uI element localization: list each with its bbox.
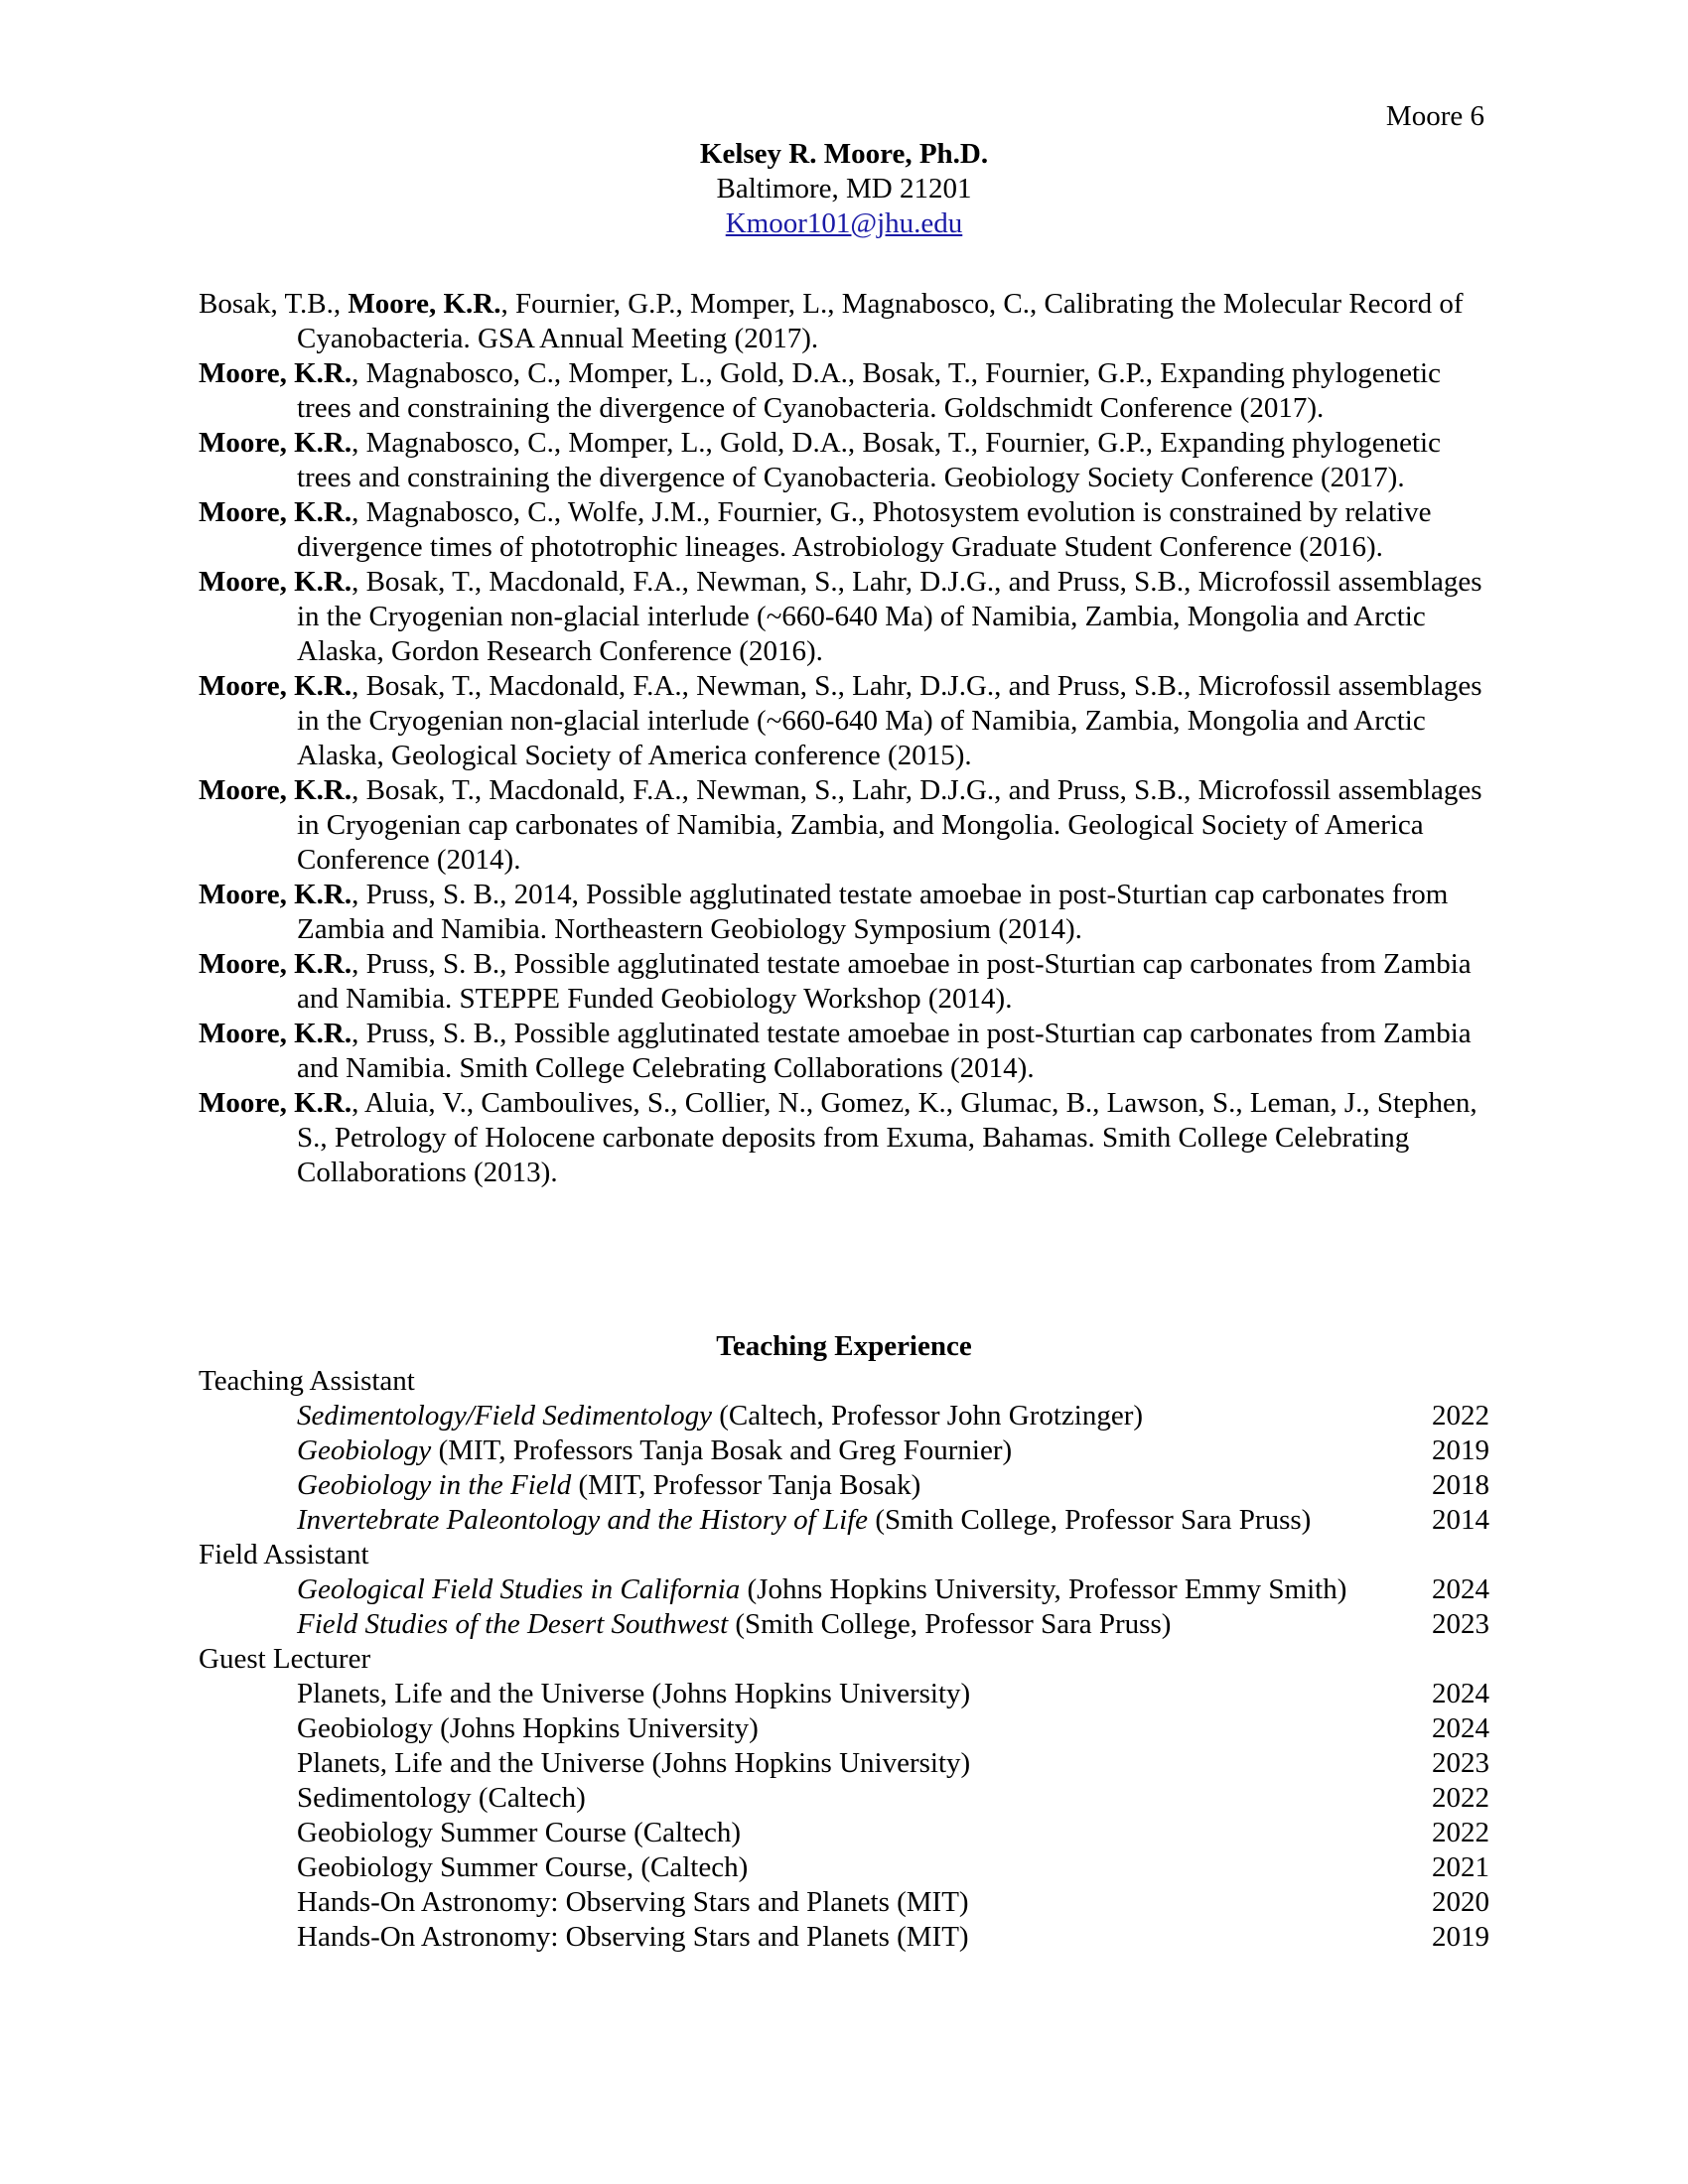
publication-entry: Moore, K.R., Bosak, T., Macdonald, F.A., Newman, S., Lahr, D.J.G., and Pruss, S.B., Microfossil assemblages in Cryogenian cap carbonates of Namibia, Zambia, and Mongolia. Geological Society of America Conference (2014).: [199, 774, 1482, 876]
year: 2024: [1432, 1678, 1489, 1709]
page-number: Moore 6: [1385, 100, 1484, 132]
teaching-row: Geobiology (Johns Hopkins University) 2024: [297, 1712, 1489, 1744]
publication-entry: Moore, K.R., Pruss, S. B., Possible agglutinated testate amoebae in post-Sturtian cap carbonates from Zambia and Namibia. Smith College Celebrating Collaborations (2014).: [199, 1018, 1472, 1084]
year: 2023: [1432, 1608, 1489, 1640]
year: 2021: [1432, 1851, 1489, 1883]
publication-entry: Moore, K.R., Aluia, V., Camboulives, S., Collier, N., Gomez, K., Glumac, B., Lawson, S., Leman, J., Stephen, S., Petrology of Holocene carbonate deposits from Exuma, Bahamas. Smith College Celebrating Collaborations (2013).: [199, 1087, 1477, 1188]
year: 2018: [1432, 1469, 1489, 1501]
teaching-row: Planets, Life and the Universe (Johns Hopkins University) 2024: [297, 1678, 1489, 1709]
teaching-row: Sedimentology (Caltech) 2022: [297, 1782, 1489, 1814]
publication-entry: Moore, K.R., Bosak, T., Macdonald, F.A., Newman, S., Lahr, D.J.G., and Pruss, S.B., Microfossil assemblages in the Cryogenian non-glacial interlude (~660-640 Ma) of Namibia, Zambia, Mongolia and Arctic Alaska, Gordon Research Conference (2016).: [199, 566, 1482, 667]
teaching-row: Sedimentology/Field Sedimentology (Caltech, Professor John Grotzinger) 2022: [297, 1400, 1489, 1432]
publication-entry: Moore, K.R., Magnabosco, C., Momper, L., Gold, D.A., Bosak, T., Fournier, G.P., Expanding phylogenetic trees and constraining the divergence of Cyanobacteria. Geobiology Society Conference (2017).: [199, 427, 1441, 493]
year: 2014: [1432, 1504, 1489, 1536]
publication-entry: Moore, K.R., Magnabosco, C., Wolfe, J.M., Fournier, G., Photosystem evolution is constrained by relative divergence times of phototrophic lineages. Astrobiology Graduate Student Conference (2016).: [199, 496, 1432, 563]
group-label: Field Assistant: [199, 1539, 369, 1570]
year: 2022: [1432, 1782, 1489, 1814]
year: 2019: [1432, 1434, 1489, 1466]
teaching-row: Geobiology (MIT, Professors Tanja Bosak and Greg Fournier) 2019: [297, 1434, 1489, 1466]
teaching-row: Geobiology Summer Course (Caltech) 2022: [297, 1817, 1489, 1848]
author-location: Baltimore, MD 21201: [716, 173, 972, 205]
teaching-row: Planets, Life and the Universe (Johns Hopkins University) 2023: [297, 1747, 1489, 1779]
publication-entry: Moore, K.R., Pruss, S. B., Possible agglutinated testate amoebae in post-Sturtian cap carbonates from Zambia and Namibia. STEPPE Funded Geobiology Workshop (2014).: [199, 948, 1472, 1015]
teaching-row: Geobiology in the Field (MIT, Professor Tanja Bosak) 2018: [297, 1469, 1489, 1501]
year: 2022: [1432, 1817, 1489, 1848]
section-title-teaching: Teaching Experience: [716, 1330, 972, 1362]
year: 2023: [1432, 1747, 1489, 1779]
cv-header: [0, 137, 1688, 241]
email-link[interactable]: Kmoor101@jhu.edu: [725, 207, 963, 239]
publication-entry: Moore, K.R., Pruss, S. B., 2014, Possible agglutinated testate amoebae in post-Sturtian cap carbonates from Zambia and Namibia. Northeastern Geobiology Symposium (2014).: [199, 879, 1449, 945]
year: 2024: [1432, 1712, 1489, 1744]
year: 2020: [1432, 1886, 1489, 1918]
year: 2019: [1432, 1921, 1489, 1953]
publication-entry: Bosak, T.B., Moore, K.R., Fournier, G.P., Momper, L., Magnabosco, C., Calibrating the Molecular Record of Cyanobacteria. GSA Annual Meeting (2017).: [199, 288, 1464, 354]
teaching-row: Hands-On Astronomy: Observing Stars and Planets (MIT) 2019: [297, 1921, 1489, 1953]
teaching-row: Geobiology Summer Course, (Caltech) 2021: [297, 1851, 1489, 1883]
group-label: Guest Lecturer: [199, 1643, 371, 1675]
teaching-row: Invertebrate Paleontology and the History of Life (Smith College, Professor Sara Pruss) 2014: [297, 1504, 1489, 1536]
year: 2024: [1432, 1573, 1489, 1605]
publication-entry: Moore, K.R., Bosak, T., Macdonald, F.A., Newman, S., Lahr, D.J.G., and Pruss, S.B., Microfossil assemblages in the Cryogenian non-glacial interlude (~660-640 Ma) of Namibia, Zambia, Mongolia and Arctic Alaska, Geological Society of America conference (2015).: [199, 670, 1482, 771]
teaching-row: Field Studies of the Desert Southwest (Smith College, Professor Sara Pruss) 2023: [297, 1608, 1489, 1640]
publication-entry: Moore, K.R., Magnabosco, C., Momper, L., Gold, D.A., Bosak, T., Fournier, G.P., Expanding phylogenetic trees and constraining the divergence of Cyanobacteria. Goldschmidt Conference (2017).: [199, 357, 1441, 424]
year: 2022: [1432, 1400, 1489, 1432]
teaching-row: Geological Field Studies in California (Johns Hopkins University, Professor Emmy Smith) 2024: [297, 1573, 1489, 1605]
publication-list: [199, 287, 1489, 1190]
teaching-list: [199, 1364, 1489, 1955]
author-name: Kelsey R. Moore, Ph.D.: [699, 138, 989, 170]
teaching-row: Hands-On Astronomy: Observing Stars and Planets (MIT) 2020: [297, 1886, 1489, 1918]
group-label: Teaching Assistant: [199, 1365, 415, 1397]
